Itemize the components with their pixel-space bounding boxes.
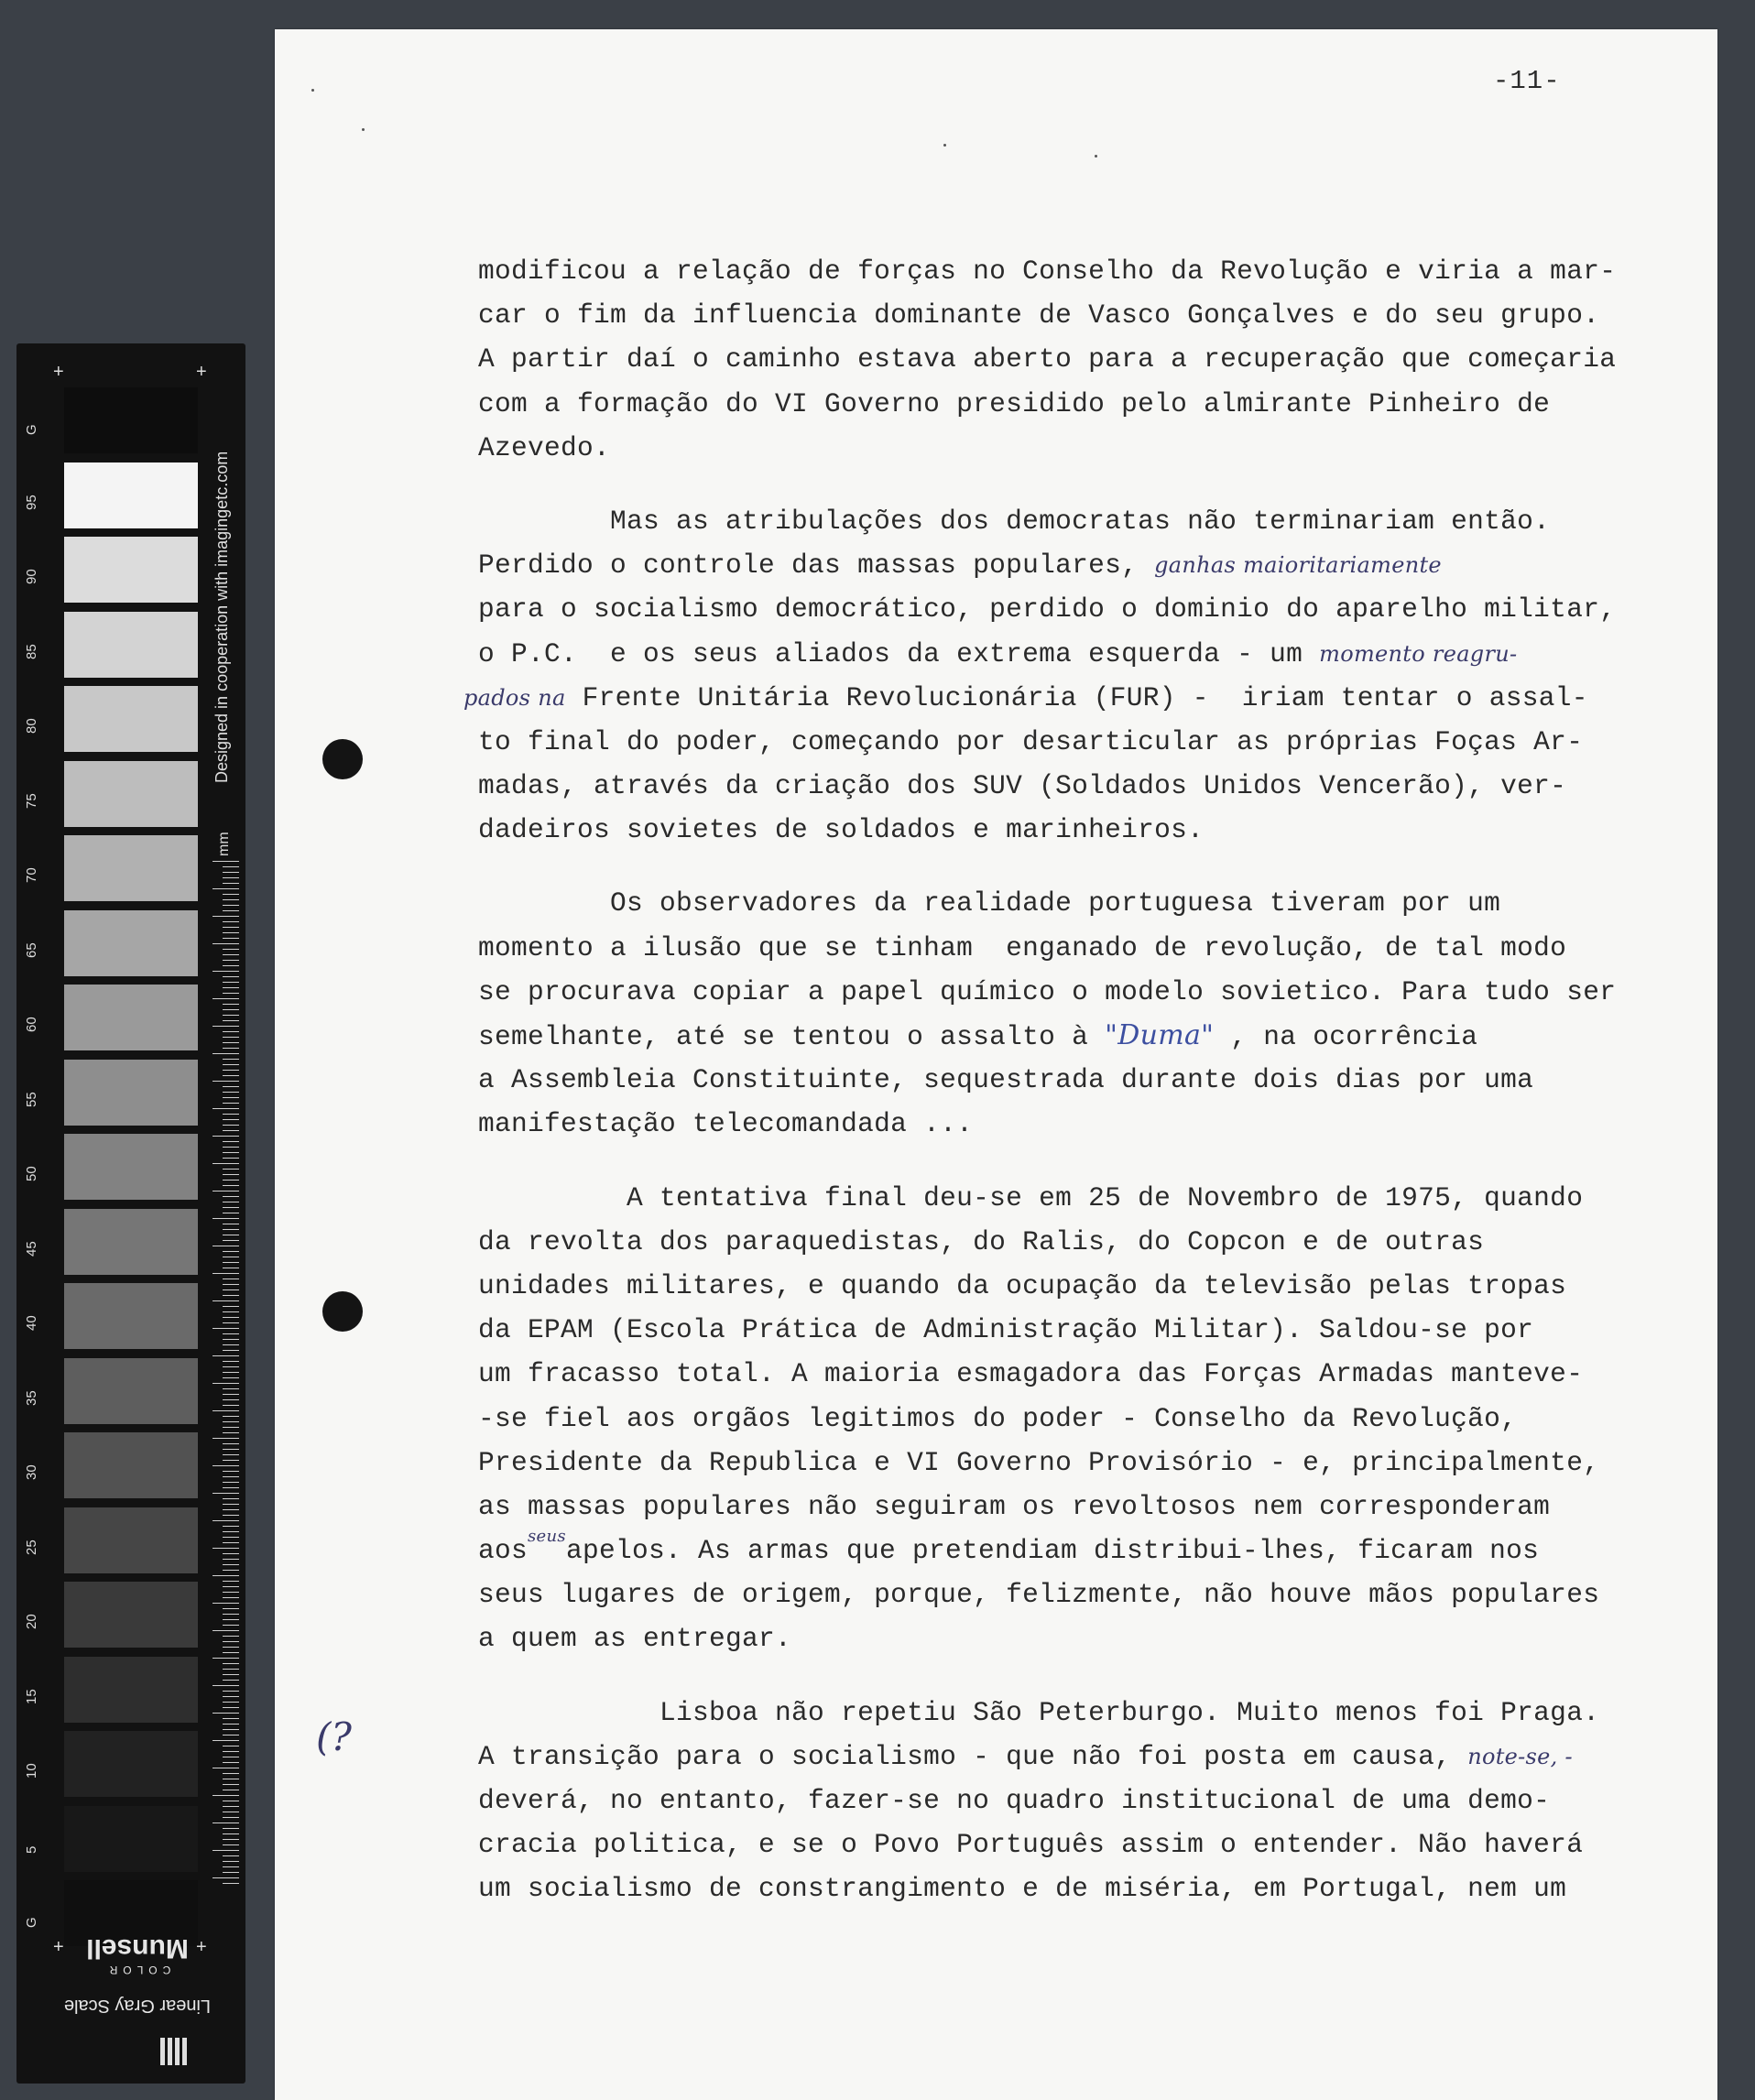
- mm-label: mm: [216, 832, 232, 856]
- gray-step-label: 30: [24, 1464, 39, 1480]
- text-line: [478, 543, 1696, 587]
- text-line: A partir daí o caminho estava aberto para a recuperação que começaria: [478, 343, 1617, 375]
- plus-mark: +: [53, 362, 64, 382]
- dust-speck: [362, 128, 365, 131]
- document-page: [275, 29, 1717, 2100]
- text-line: Azevedo.: [478, 431, 611, 463]
- text-line: dadeiros sovietes de soldados e marinheiros.: [478, 814, 1205, 846]
- plus-mark: +: [196, 362, 207, 382]
- handwritten-insertion: note-se, -: [1467, 1743, 1573, 1769]
- text-line: para o socialismo democrático, perdido o dominio do aparelho militar,: [478, 593, 1617, 626]
- gray-step-label: 35: [24, 1389, 39, 1406]
- text-line: [478, 1014, 1696, 1058]
- gray-swatch: [64, 686, 198, 752]
- handwritten-insertion: seus: [528, 1527, 566, 1547]
- gray-swatch: [64, 910, 198, 976]
- punch-hole: [322, 1291, 363, 1332]
- gray-step-label: 45: [24, 1240, 39, 1257]
- text-line: [478, 632, 1696, 676]
- gray-step-label: 80: [24, 718, 39, 734]
- gray-swatch: [64, 537, 198, 603]
- text-line: car o fim da influencia dominante de Vasco Gonçalves e do seu grupo.: [478, 299, 1600, 332]
- munsell-brand-label: Munsell: [86, 1933, 189, 1964]
- gray-swatch: [64, 1283, 198, 1349]
- gray-scale-branding: [55, 1932, 220, 2016]
- handwritten-insertion: momento reagru-: [1319, 640, 1518, 667]
- typed-segment: A transição para o socialismo - que não foi posta em causa,: [478, 1740, 1452, 1772]
- text-line: A tentativa final deu-se em 25 de Novembro de 1975, quando: [478, 1181, 1584, 1213]
- typed-segment: Perdido o controle das massas populares,: [478, 549, 1139, 582]
- dust-speck: [311, 89, 314, 92]
- linear-gray-scale-label: Linear Gray Scale: [63, 1996, 212, 2016]
- text-line: Os observadores da realidade portuguesa tiveram por um: [478, 887, 1501, 919]
- text-line: da revolta dos paraquedistas, do Ralis, do Copcon e de outras: [478, 1225, 1485, 1257]
- text-line: madas, através da criação dos SUV (Soldados Unidos Vencerão), ver-: [478, 770, 1567, 802]
- text-line: [478, 1735, 1696, 1779]
- brand-sub-label: COLOR: [104, 1964, 171, 1976]
- text-line: deverá, no entanto, fazer-se no quadro institucional de uma demo-: [478, 1785, 1551, 1816]
- text-line: da EPAM (Escola Prática de Administração Militar). Saldou-se por: [478, 1314, 1534, 1346]
- gray-step-label: 95: [24, 494, 39, 510]
- text-line: cracia politica, e se o Povo Português assim o entender. Não haverá: [478, 1829, 1584, 1861]
- text-line: modificou a relação de forças no Conselho da Revolução e viria a mar-: [478, 256, 1617, 287]
- text-line: Mas as atribulações dos democratas não terminariam então.: [478, 505, 1551, 537]
- gray-swatch: [64, 1507, 198, 1573]
- gray-swatch: [64, 985, 198, 1050]
- text-line: a Assembleia Constituinte, sequestrada durante dois dias por uma: [478, 1064, 1534, 1096]
- gray-step-label: 40: [24, 1315, 39, 1331]
- gray-step-label: 10: [24, 1763, 39, 1779]
- text-line: Presidente da Republica e VI Governo Provisório - e, principalmente,: [478, 1446, 1600, 1478]
- gray-swatch: [64, 835, 198, 901]
- typed-segment: Frente Unitária Revolucionária (FUR) - iriam tentar o assal-: [582, 681, 1588, 713]
- text-line: com a formação do VI Governo presidido pelo almirante Pinheiro de: [478, 387, 1551, 419]
- dust-speck: [1095, 155, 1097, 158]
- gray-swatch: [64, 612, 198, 678]
- gray-step-label: 60: [24, 1017, 39, 1032]
- gray-swatch: [64, 1432, 198, 1498]
- gray-swatch: [64, 1731, 198, 1797]
- gray-step-label: 15: [24, 1688, 39, 1704]
- gray-swatch: [64, 462, 198, 528]
- paragraph-5: [478, 1691, 1696, 1911]
- punch-hole: [322, 739, 363, 779]
- gray-swatch: [64, 1806, 198, 1872]
- gray-step-label: G: [24, 424, 39, 435]
- handwritten-insertion: pados na: [463, 684, 566, 711]
- gray-step-label: 85: [24, 643, 39, 659]
- gray-swatch: [64, 1060, 198, 1126]
- gray-step-label: 55: [24, 1091, 39, 1107]
- gray-swatch: [64, 387, 198, 453]
- gray-step-label: 20: [24, 1614, 39, 1629]
- gray-step-label: 65: [24, 941, 39, 958]
- gray-swatch: [64, 1657, 198, 1723]
- gray-scale-card: [16, 343, 245, 2084]
- handwritten-duma: "Duma": [1105, 1019, 1215, 1051]
- plus-mark: +: [196, 1937, 207, 1957]
- paragraph-4: [478, 1176, 1696, 1661]
- text-line: as massas populares não seguiram os revoltosos nem corresponderam: [478, 1490, 1551, 1522]
- handwritten-insertion: ganhas maioritariamente: [1154, 552, 1442, 579]
- text-line: to final do poder, começando por desarticular as próprias Foças Ar-: [478, 725, 1584, 757]
- typed-segment: aos: [478, 1535, 529, 1567]
- text-line: a quem as entregar.: [478, 1623, 792, 1655]
- gray-swatch: [64, 1134, 198, 1200]
- gray-step-label: 75: [24, 792, 39, 809]
- gray-step-label: 5: [24, 1845, 39, 1854]
- gray-swatch: [64, 1209, 198, 1275]
- designed-in-cooperation-label: Designed in cooperation with imagingetc.com: [213, 451, 231, 783]
- text-line: [478, 1529, 1696, 1572]
- munsell-logo-icon: [160, 2038, 188, 2065]
- gray-swatch: [64, 761, 198, 827]
- text-line: um fracasso total. A maioria esmagadora das Forças Armadas manteve-: [478, 1358, 1584, 1390]
- typed-segment: semelhante, até se tentou o assalto à: [478, 1021, 1089, 1052]
- paragraph-2: [463, 499, 1696, 853]
- text-line: um socialismo de constrangimento e de miséria, em Portugal, nem um: [478, 1873, 1567, 1905]
- plus-mark: +: [53, 1937, 64, 1957]
- paragraph-1: [478, 249, 1696, 470]
- gray-swatch: [64, 1358, 198, 1424]
- gray-step-label: 90: [24, 569, 39, 584]
- text-line: Lisboa não repetiu São Peterburgo. Muito menos foi Praga.: [478, 1696, 1600, 1728]
- gray-step-label: G: [24, 1917, 39, 1928]
- text-line: unidades militares, e quando da ocupação da televisão pelas tropas: [478, 1269, 1567, 1301]
- typed-segment: , na ocorrência: [1230, 1021, 1478, 1052]
- typed-segment: apelos. As armas que pretendiam distribui-lhes, ficaram nos: [565, 1535, 1540, 1567]
- text-line: seus lugares de origem, porque, felizmente, não houve mãos populares: [478, 1579, 1600, 1611]
- paragraph-3: [478, 881, 1696, 1146]
- dust-speck: [943, 144, 946, 147]
- typed-segment: o P.C. e os seus aliados da extrema esquerda - um: [478, 637, 1303, 669]
- gray-step-label: 50: [24, 1166, 39, 1181]
- text-line: se procurava copiar a papel químico o modelo sovietico. Para tudo ser: [478, 975, 1617, 1007]
- margin-handwritten-mark: (?: [316, 1714, 352, 1759]
- typed-text: [463, 249, 1696, 1911]
- mm-ruler-major-ticks: [213, 861, 238, 1887]
- page-number: -11-: [1493, 66, 1561, 96]
- gray-step-label: 70: [24, 867, 39, 883]
- text-line: -se fiel aos orgãos legitimos do poder - Conselho da Revolução,: [478, 1402, 1518, 1434]
- gray-step-label: 25: [24, 1539, 39, 1555]
- text-line: [463, 676, 1696, 720]
- gray-swatch: [64, 1582, 198, 1648]
- text-line: manifestação telecomandada ...: [478, 1108, 974, 1140]
- text-line: momento a ilusão que se tinham enganado de revolução, de tal modo: [478, 931, 1567, 963]
